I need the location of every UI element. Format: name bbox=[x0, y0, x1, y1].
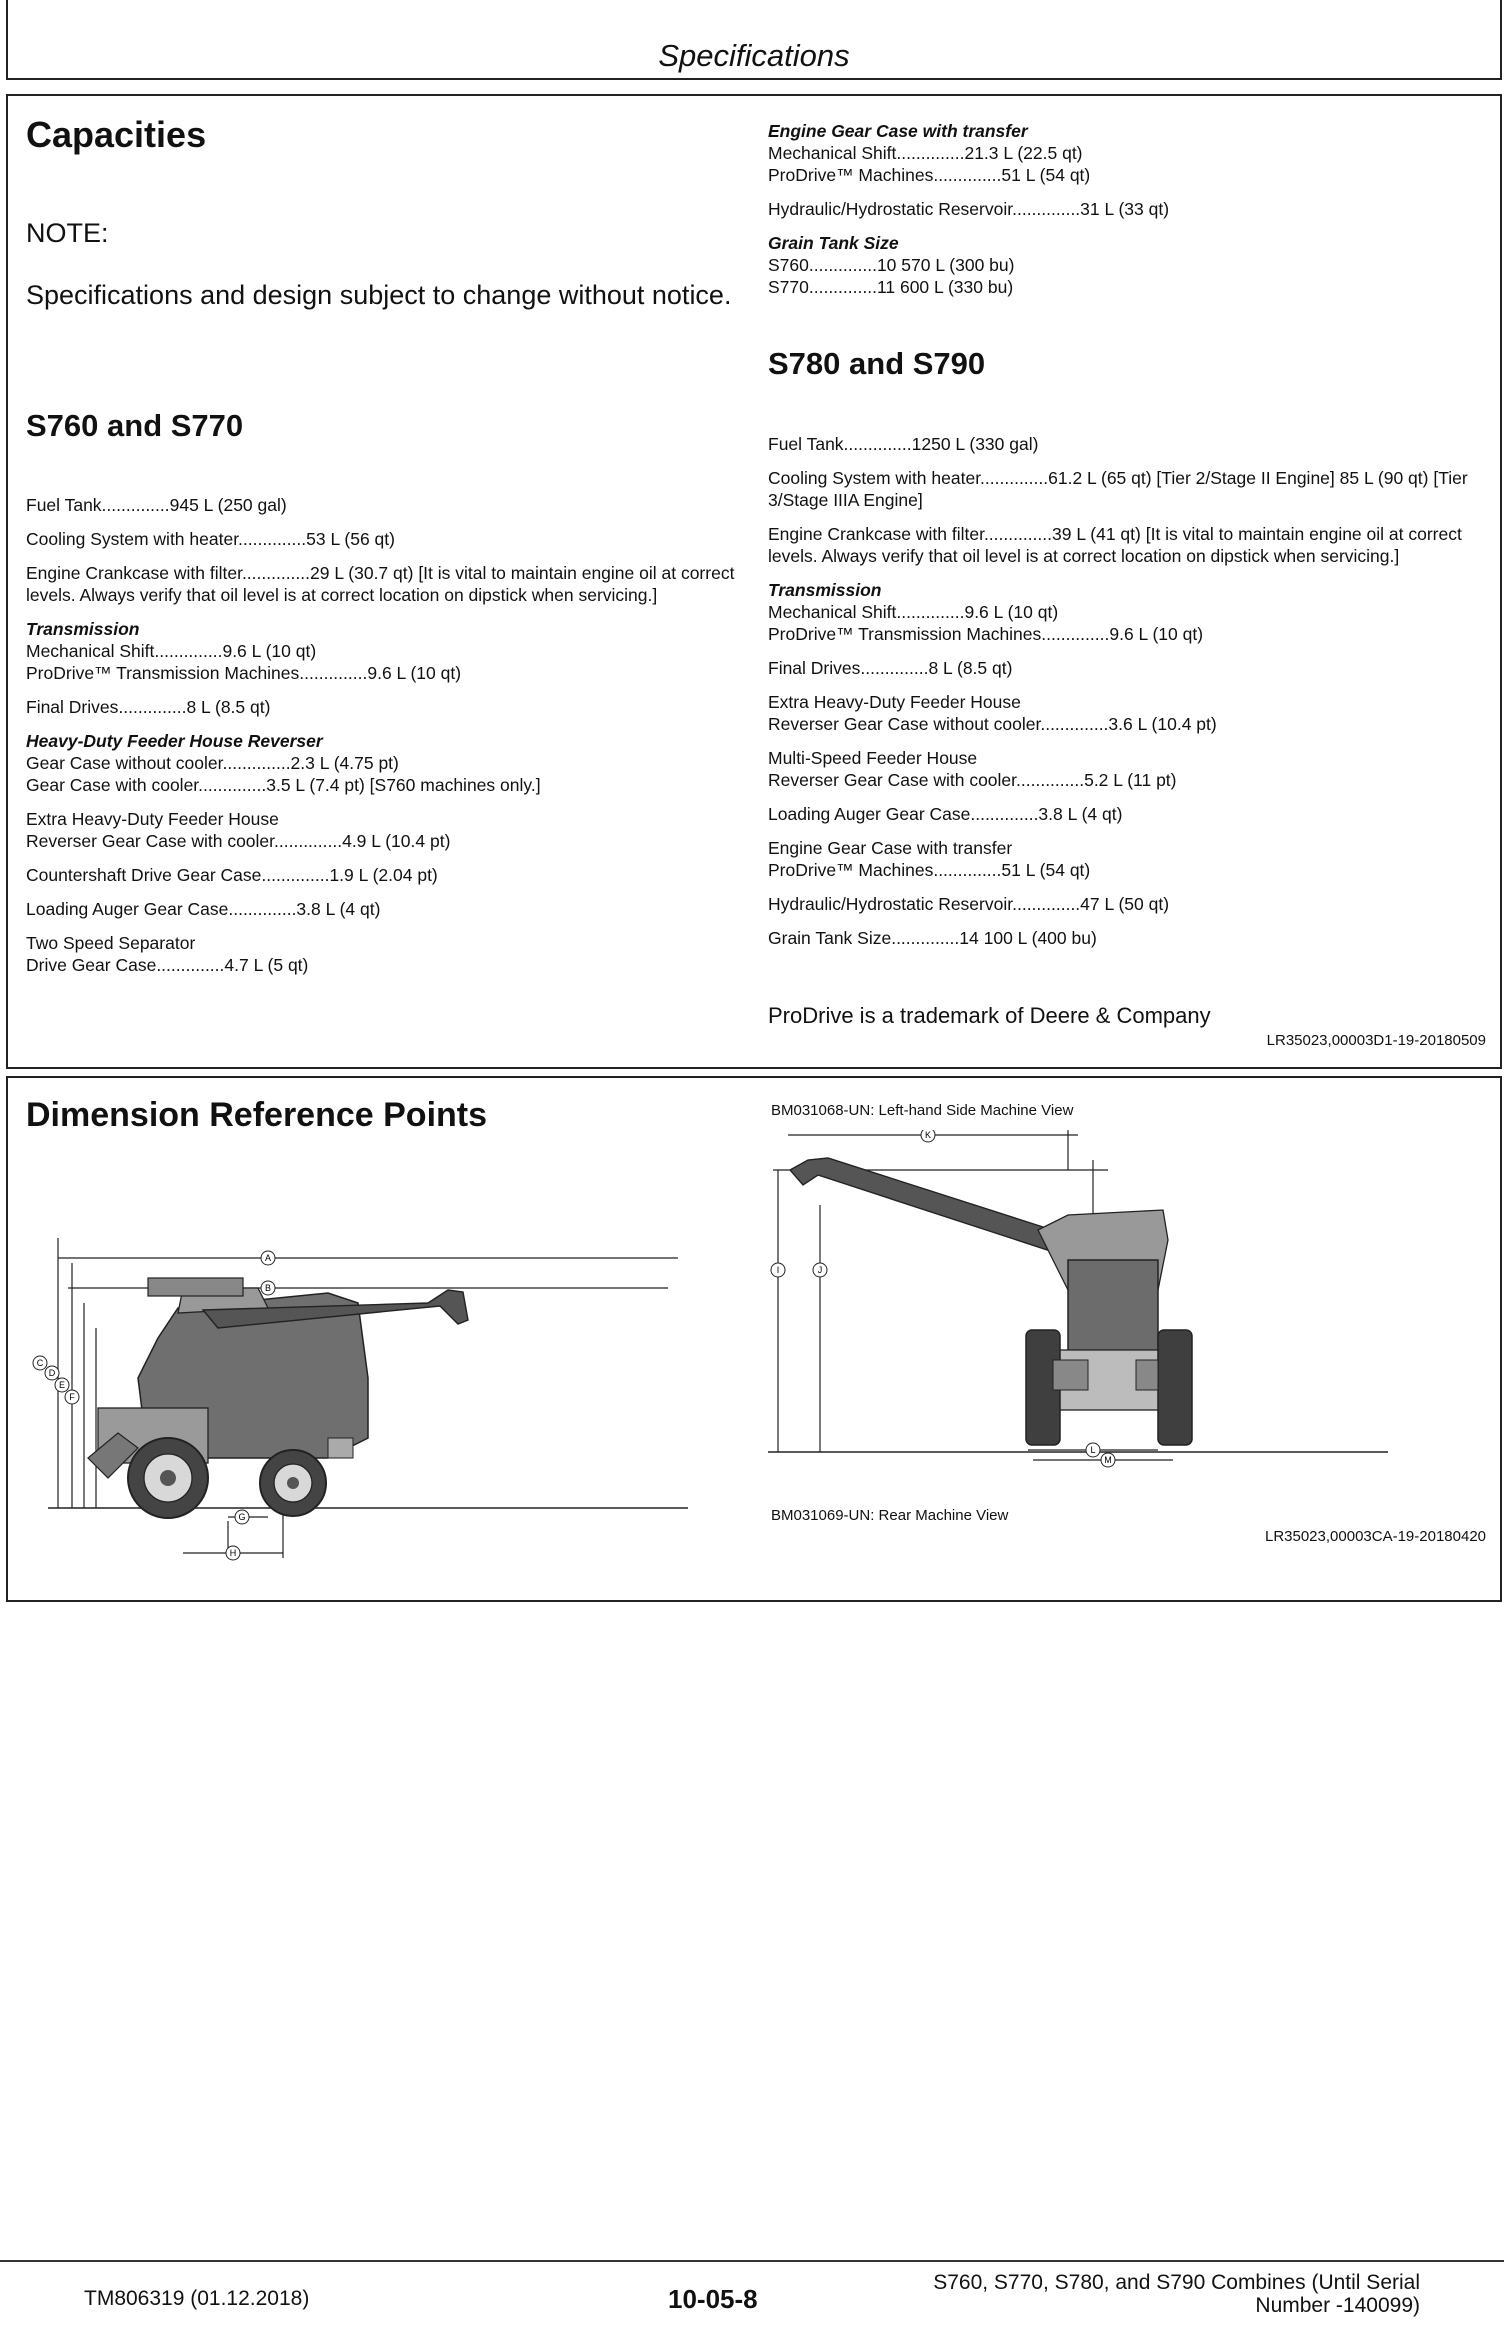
egc-group bbox=[768, 120, 1488, 186]
rear-machine bbox=[790, 1158, 1192, 1445]
s780-egc-group bbox=[768, 837, 1488, 881]
capacities-ref-code: LR35023,00003D1-19-20180509 bbox=[1266, 1032, 1486, 1049]
s760-hd-group bbox=[26, 730, 736, 796]
combine-rear-view-figure bbox=[768, 1130, 1488, 1500]
s760-crankcase: Engine Crankcase with filter..............29 L (30.7 qt) [It is vital to maintain engine oil at correct levels. Always verify that oil level is at correct location on dipstick when servicing.] bbox=[26, 563, 735, 605]
s780-transmission-heading: Transmission bbox=[768, 580, 882, 600]
s760-cooling: Cooling System with heater..............53 L (56 qt) bbox=[26, 529, 395, 549]
s760-s770-title: S760 and S770 bbox=[26, 408, 244, 443]
callout-i: I bbox=[776, 1265, 780, 1275]
s760-fuel-tank: Fuel Tank..............945 L (250 gal) bbox=[26, 495, 287, 515]
s760-two-speed-group bbox=[26, 932, 736, 976]
s780-transmission-group bbox=[768, 579, 1488, 645]
s780-xhd-line: Reverser Gear Case without cooler..............3.6 L (10.4 pt) bbox=[768, 714, 1217, 734]
s760-transmission-group bbox=[26, 618, 736, 684]
callout-l: L bbox=[1090, 1445, 1096, 1455]
callout-h: H bbox=[229, 1548, 237, 1558]
egc-mech: Mechanical Shift..............21.3 L (22.5 qt) bbox=[768, 143, 1083, 163]
egc-heading: Engine Gear Case with transfer bbox=[768, 121, 1028, 141]
s780-ms-title: Multi-Speed Feeder House bbox=[768, 748, 978, 768]
s780-loading-auger: Loading Auger Gear Case..............3.8 L (4 qt) bbox=[768, 804, 1123, 824]
combine-body bbox=[88, 1278, 468, 1518]
callout-d: D bbox=[48, 1368, 56, 1378]
callout-b: B bbox=[264, 1283, 272, 1293]
grain-s760: S760..............10 570 L (300 bu) bbox=[768, 255, 1015, 275]
header-box bbox=[6, 0, 1502, 80]
s760-final-drives: Final Drives..............8 L (8.5 qt) bbox=[26, 697, 271, 717]
callout-c: C bbox=[36, 1358, 44, 1368]
capacities-title: Capacities bbox=[26, 114, 207, 155]
s760-hd-without: Gear Case without cooler..............2.3 L (4.75 pt) bbox=[26, 753, 399, 773]
note-text: Specifications and design subject to change without notice. bbox=[26, 280, 732, 310]
s780-xhd-title: Extra Heavy-Duty Feeder House bbox=[768, 692, 1021, 712]
s760-loading-auger: Loading Auger Gear Case..............3.8 L (4 qt) bbox=[26, 899, 381, 919]
s780-cooling: Cooling System with heater..............61.2 L (65 qt) [Tier 2/Stage II Engine] 85 L (90 qt) [Tier 3/Stage IIIA Engine] bbox=[768, 468, 1468, 510]
s760-xhd-line: Reverser Gear Case with cooler..............4.9 L (10.4 pt) bbox=[26, 831, 451, 851]
s780-egc-title: Engine Gear Case with transfer bbox=[768, 838, 1013, 858]
footer-page-number: 10-05-8 bbox=[668, 2284, 758, 2314]
note-label: NOTE: bbox=[26, 218, 109, 248]
s760-hd-with: Gear Case with cooler..............3.5 L (7.4 pt) [S760 machines only.] bbox=[26, 775, 541, 795]
footer-doc-id: TM806319 (01.12.2018) bbox=[84, 2287, 310, 2310]
s760-xhd-title: Extra Heavy-Duty Feeder House bbox=[26, 809, 279, 829]
s780-trans-prodrive: ProDrive™ Transmission Machines..............9.6 L (10 qt) bbox=[768, 624, 1204, 644]
callout-m: M bbox=[1104, 1455, 1112, 1465]
s780-final-drives: Final Drives..............8 L (8.5 qt) bbox=[768, 658, 1013, 678]
s760-countershaft: Countershaft Drive Gear Case..............1.9 L (2.04 pt) bbox=[26, 865, 438, 885]
s760-trans-mech: Mechanical Shift..............9.6 L (10 qt) bbox=[26, 641, 317, 661]
s780-hyd: Hydraulic/Hydrostatic Reservoir..............47 L (50 qt) bbox=[768, 894, 1170, 914]
capacities-section bbox=[6, 94, 1502, 1069]
s780-spec-list bbox=[768, 433, 1488, 961]
s780-crankcase: Engine Crankcase with filter..............39 L (41 qt) [It is vital to maintain engine oil at correct levels. Always verify that oil level is at correct location on dipstick when servicing.] bbox=[768, 524, 1462, 566]
s780-xhd-group bbox=[768, 691, 1488, 735]
dimensions-title: Dimension Reference Points bbox=[26, 1096, 488, 1134]
s760-transmission-heading: Transmission bbox=[26, 619, 140, 639]
footer-rule bbox=[0, 2260, 1504, 2262]
s780-egc-line: ProDrive™ Machines..............51 L (54 qt) bbox=[768, 860, 1091, 880]
s780-grain: Grain Tank Size..............14 100 L (400 bu) bbox=[768, 928, 1097, 948]
hyd-reservoir: Hydraulic/Hydrostatic Reservoir..............31 L (33 qt) bbox=[768, 199, 1170, 219]
s780-ms-group bbox=[768, 747, 1488, 791]
s760-hd-heading: Heavy-Duty Feeder House Reverser bbox=[26, 731, 323, 751]
footer-product-line1: S760, S770, S780, and S790 Combines (Until Serial bbox=[933, 2271, 1420, 2294]
callout-f: F bbox=[69, 1392, 75, 1402]
s760-two-speed-line: Drive Gear Case..............4.7 L (5 qt) bbox=[26, 955, 309, 975]
s760-two-speed-title: Two Speed Separator bbox=[26, 933, 196, 953]
callout-j: J bbox=[817, 1265, 823, 1275]
s780-ms-line: Reverser Gear Case with cooler..............5.2 L (11 pt) bbox=[768, 770, 1177, 790]
callout-g: G bbox=[238, 1512, 246, 1522]
s780-trans-mech: Mechanical Shift..............9.6 L (10 qt) bbox=[768, 602, 1059, 622]
dimensions-ref-code: LR35023,00003CA-19-20180420 bbox=[1264, 1528, 1486, 1545]
s760-trans-prodrive: ProDrive™ Transmission Machines..............9.6 L (10 qt) bbox=[26, 663, 462, 683]
grain-tank-group bbox=[768, 232, 1488, 298]
footer-product bbox=[880, 2271, 1420, 2317]
callout-a: A bbox=[264, 1253, 272, 1263]
grain-heading: Grain Tank Size bbox=[768, 233, 899, 253]
rear-callouts bbox=[771, 1130, 1115, 1467]
egc-prodrive: ProDrive™ Machines..............51 L (54 qt) bbox=[768, 165, 1091, 185]
grain-s770: S770..............11 600 L (330 bu) bbox=[768, 277, 1014, 297]
trademark-note: ProDrive is a trademark of Deere & Company bbox=[768, 1003, 1211, 1028]
rear-view-caption: BM031069-UN: Rear Machine View bbox=[771, 1507, 1009, 1524]
page-header-title: Specifications bbox=[658, 38, 850, 73]
callout-e: E bbox=[58, 1380, 66, 1390]
right-top-spec-list bbox=[768, 120, 1488, 310]
dimensions-section bbox=[6, 1076, 1502, 1602]
combine-side-view-figure bbox=[28, 1178, 708, 1578]
callout-k: K bbox=[924, 1130, 932, 1140]
footer-product-line2: Number -140099) bbox=[1255, 2294, 1420, 2317]
s760-spec-list bbox=[26, 494, 736, 988]
s780-fuel-tank: Fuel Tank..............1250 L (330 gal) bbox=[768, 434, 1039, 454]
s760-xhd-group bbox=[26, 808, 736, 852]
s780-s790-title: S780 and S790 bbox=[768, 346, 986, 381]
side-view-caption: BM031068-UN: Left-hand Side Machine View bbox=[771, 1102, 1074, 1119]
